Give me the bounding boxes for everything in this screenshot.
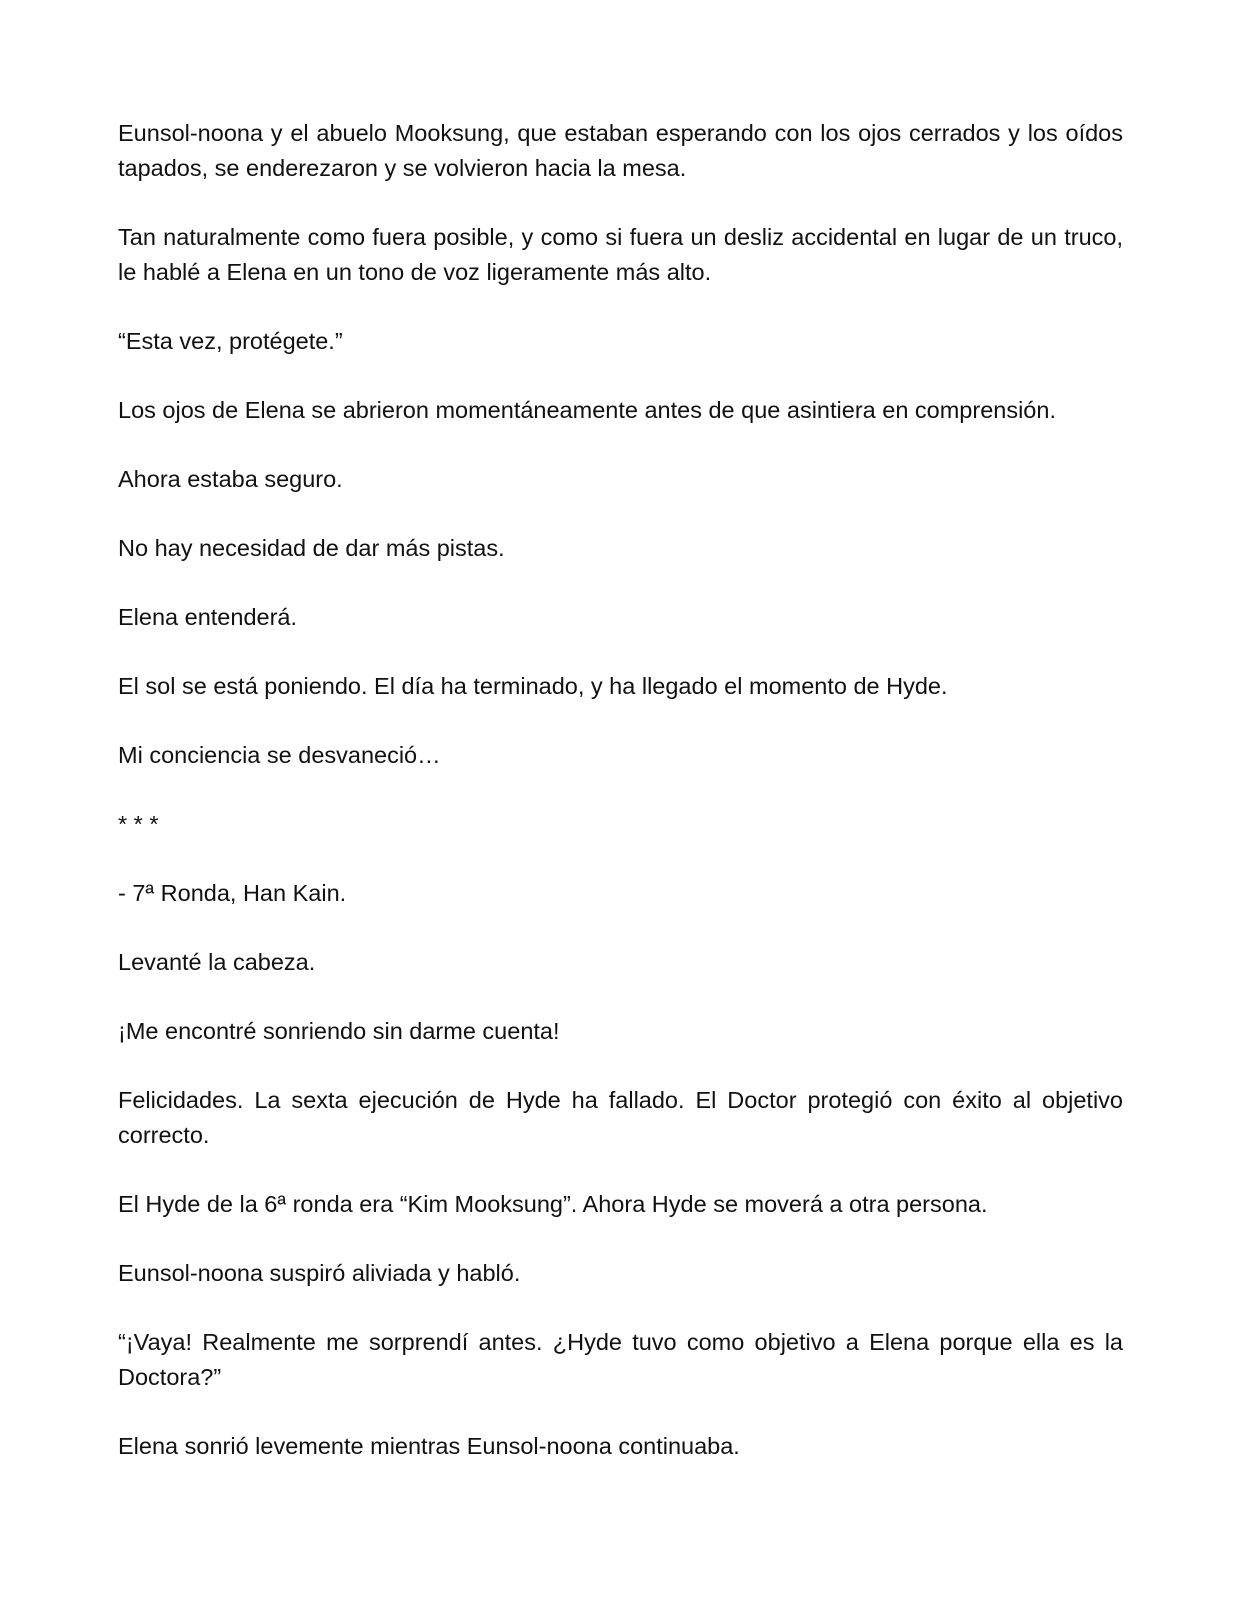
paragraph-9: Mi conciencia se desvaneció… <box>118 742 441 768</box>
paragraph-16: Eunsol-noona suspiró aliviada y habló. <box>118 1260 521 1286</box>
paragraph-11: - 7ª Ronda, Han Kain. <box>118 880 347 906</box>
paragraph-12: Levanté la cabeza. <box>118 949 316 975</box>
paragraph-8: El sol se está poniendo. El día ha terminado, y ha llegado el momento de Hyde. <box>118 673 948 699</box>
paragraph-4: Los ojos de Elena se abrieron momentáneamente antes de que asintiera en comprensión. <box>118 397 1056 423</box>
paragraph-13: ¡Me encontré sonriendo sin darme cuenta! <box>118 1018 560 1044</box>
paragraph-7: Elena entenderá. <box>118 604 298 630</box>
paragraph-6: No hay necesidad de dar más pistas. <box>118 535 505 561</box>
paragraph-17: “¡Vaya! Realmente me sorprendí antes. ¿Hyde tuvo como objetivo a Elena porque ella es la Doctora?” <box>118 1329 1123 1390</box>
paragraph-3: “Esta vez, protégete.” <box>118 328 343 354</box>
body-text <box>118 116 1123 1498</box>
paragraph-14: Felicidades. La sexta ejecución de Hyde ha fallado. El Doctor protegió con éxito al objetivo correcto. <box>118 1087 1123 1148</box>
paragraph-15: El Hyde de la 6ª ronda era “Kim Mooksung”. Ahora Hyde se moverá a otra persona. <box>118 1191 988 1217</box>
paragraph-5: Ahora estaba seguro. <box>118 466 343 492</box>
scene-break: * * * <box>118 811 159 837</box>
paragraph-1: Eunsol-noona y el abuelo Mooksung, que estaban esperando con los ojos cerrados y los oídos tapados, se enderezaron y se volvieron hacia la mesa. <box>118 120 1123 181</box>
paragraph-2: Tan naturalmente como fuera posible, y como si fuera un desliz accidental en lugar de un truco, le hablé a Elena en un tono de voz ligeramente más alto. <box>118 224 1123 285</box>
paragraph-18: Elena sonrió levemente mientras Eunsol-noona continuaba. <box>118 1433 740 1459</box>
